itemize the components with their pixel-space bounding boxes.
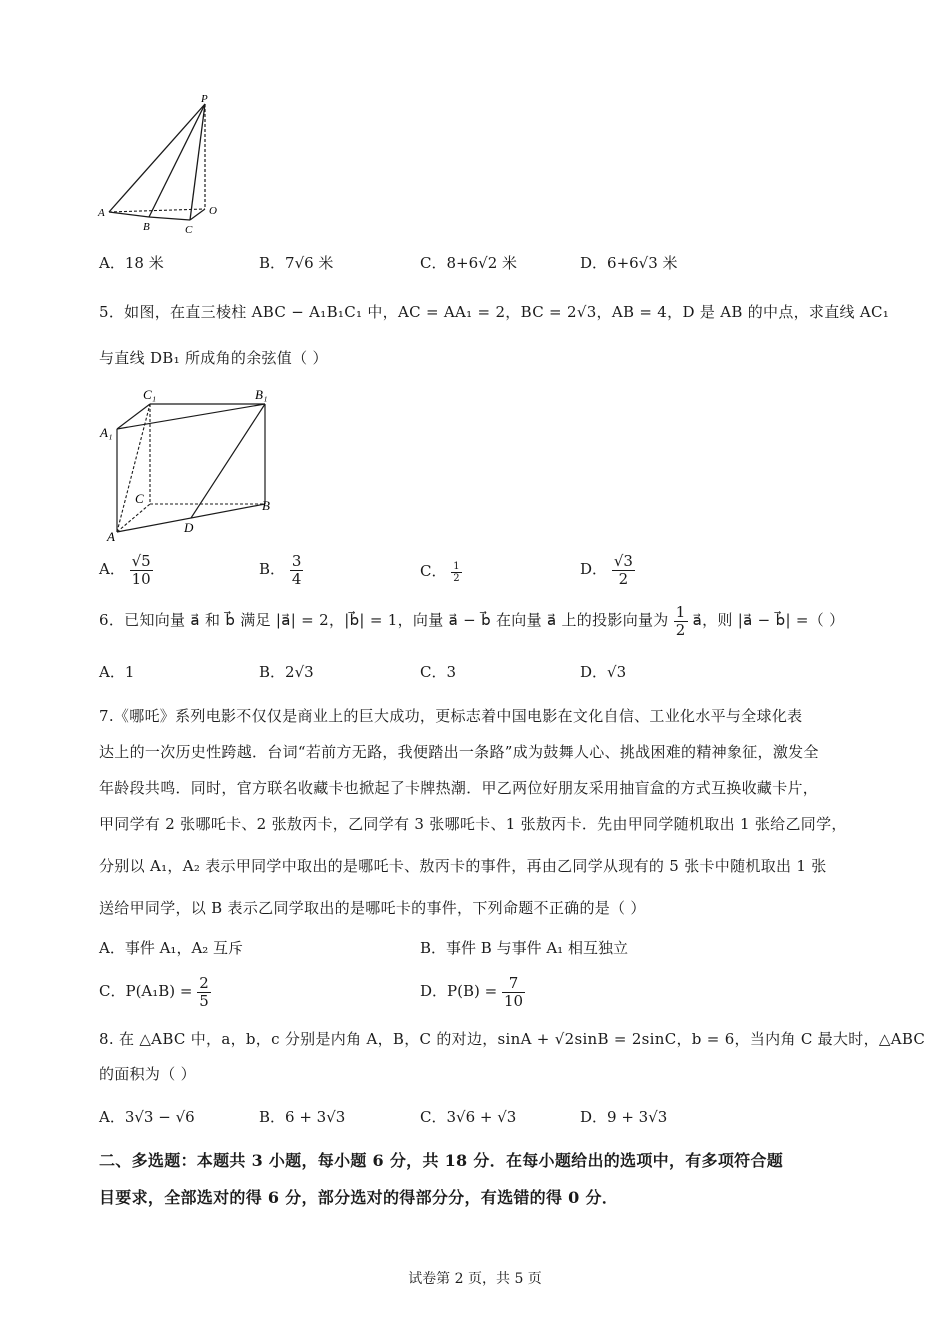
q6-option-d: D．√3 [580, 663, 627, 681]
q6-option-a: A．1 [99, 663, 135, 681]
q7-stem-line6: 送给甲同学，以 B 表示乙同学取出的是哪吒卡的事件，下列命题不正确的是（ ） [99, 899, 646, 917]
q8-stem-line1: 8. 在 △ABC 中，a，b，c 分别是内角 A，B，C 的对边，sinA + √2sinB = 2sinC，b = 6，当内角 C 最大时，△ABC [99, 1030, 926, 1048]
section2-heading-line1: 二、多选题：本题共 3 小题，每小题 6 分，共 18 分．在每小题给出的选项中，有多项符合题 [99, 1151, 784, 1170]
q4-pyramid-figure [95, 90, 235, 235]
q6-option-c: C．3 [420, 663, 457, 681]
q4-label-c: C [185, 224, 193, 235]
q5-label-d: D [184, 520, 194, 535]
section2-heading-line2: 目要求，全部选对的得 6 分，部分选对的得部分分，有选错的得 0 分． [99, 1188, 619, 1207]
q4-label-a: A [98, 207, 105, 219]
q7-stem-line5: 分别以 A₁，A₂ 表示甲同学中取出的是哪吒卡、敖丙卡的事件，再由乙同学从现有的 5 张卡中随机取出 1 张 [99, 857, 827, 875]
q4-option-b: B．7√6 米 [259, 254, 334, 272]
q7-option-b: B．事件 B 与事件 A₁ 相互独立 [420, 939, 628, 957]
q4-label-p: P [201, 93, 208, 105]
q5-label-a1: A₁ [100, 425, 113, 440]
q5-option-d: D． $\frac{√3}{2}$ [580, 552, 633, 588]
q5-stem-line1: 5．如图，在直三棱柱 ABC − A₁B₁C₁ 中，AC = AA₁ = 2，BC = 2√3，AB = 4，D 是 AB 的中点，求直线 AC₁ [99, 303, 890, 321]
q7-stem-line3: 年龄段共鸣．同时，官方联名收藏卡也掀起了卡牌热潮．甲乙两位好朋友采用抽盲盒的方式互换收藏卡片， [99, 779, 819, 797]
q5-prism-figure [95, 382, 295, 542]
q5-option-a: A． $\frac{√5}{10}$ [99, 552, 151, 588]
q5-label-b1: B₁ [255, 387, 268, 402]
q4-label-o: O [209, 205, 217, 217]
q7-stem-line4: 甲同学有 2 张哪吒卡、2 张敖丙卡，乙同学有 3 张哪吒卡、1 张敖丙卡．先由甲同学随机取出 1 张给乙同学， [99, 815, 847, 833]
q4-option-d: D．6+6√3 米 [580, 254, 678, 272]
q7-option-d: D．P(B) = $\frac{7}{10}$ [420, 974, 524, 1010]
q8-option-a: A．3√3 − √6 [99, 1108, 195, 1126]
q4-option-a: A．18 米 [99, 254, 164, 272]
q8-option-b: B．6 + 3√3 [259, 1108, 346, 1126]
q8-stem-line2: 的面积为（ ） [99, 1065, 196, 1083]
q7-option-a: A．事件 A₁，A₂ 互斥 [99, 939, 244, 957]
q8-option-c: C．3√6 + √3 [420, 1108, 517, 1126]
page-footer: 试卷第 2 页，共 5 页 [408, 1271, 542, 1287]
q7-option-c: C．P(A₁B) = $\frac{2}{5}$ [99, 974, 209, 1010]
q6-option-b: B．2√3 [259, 663, 314, 681]
q5-label-c: C [135, 491, 144, 506]
q6-stem: 6．已知向量 a⃗ 和 b⃗ 满足 |a⃗| = 2，|b⃗| = 1，向量 a⃗ − b⃗ 在向量 a⃗ 上的投影向量为 $\frac{1}{2}$ a⃗，则 |a⃗ − b⃗| =（ ） [99, 603, 845, 639]
q5-label-b: B [262, 498, 270, 513]
q5-label-c1: C₁ [143, 387, 157, 402]
q7-stem-line2: 达上的一次历史性跨越．台词“若前方无路，我便踏出一条路”成为鼓舞人心、挑战困难的精神象征，激发全 [99, 743, 819, 761]
q5-stem-line2: 与直线 DB₁ 所成角的余弦值（ ） [99, 349, 328, 367]
q7-stem-line1: 7.《哪吒》系列电影不仅仅是商业上的巨大成功，更标志着中国电影在文化自信、工业化水平与全球化表 [99, 707, 803, 725]
q8-option-d: D．9 + 3√3 [580, 1108, 668, 1126]
q5-option-b: B． $\frac{3}{4}$ [259, 552, 302, 588]
q4-option-c: C．8+6√2 米 [420, 254, 518, 272]
q5-label-a: A [107, 529, 115, 542]
q4-label-b: B [143, 221, 150, 233]
q5-option-c: C． $\frac{1}{2}$ [420, 560, 460, 584]
